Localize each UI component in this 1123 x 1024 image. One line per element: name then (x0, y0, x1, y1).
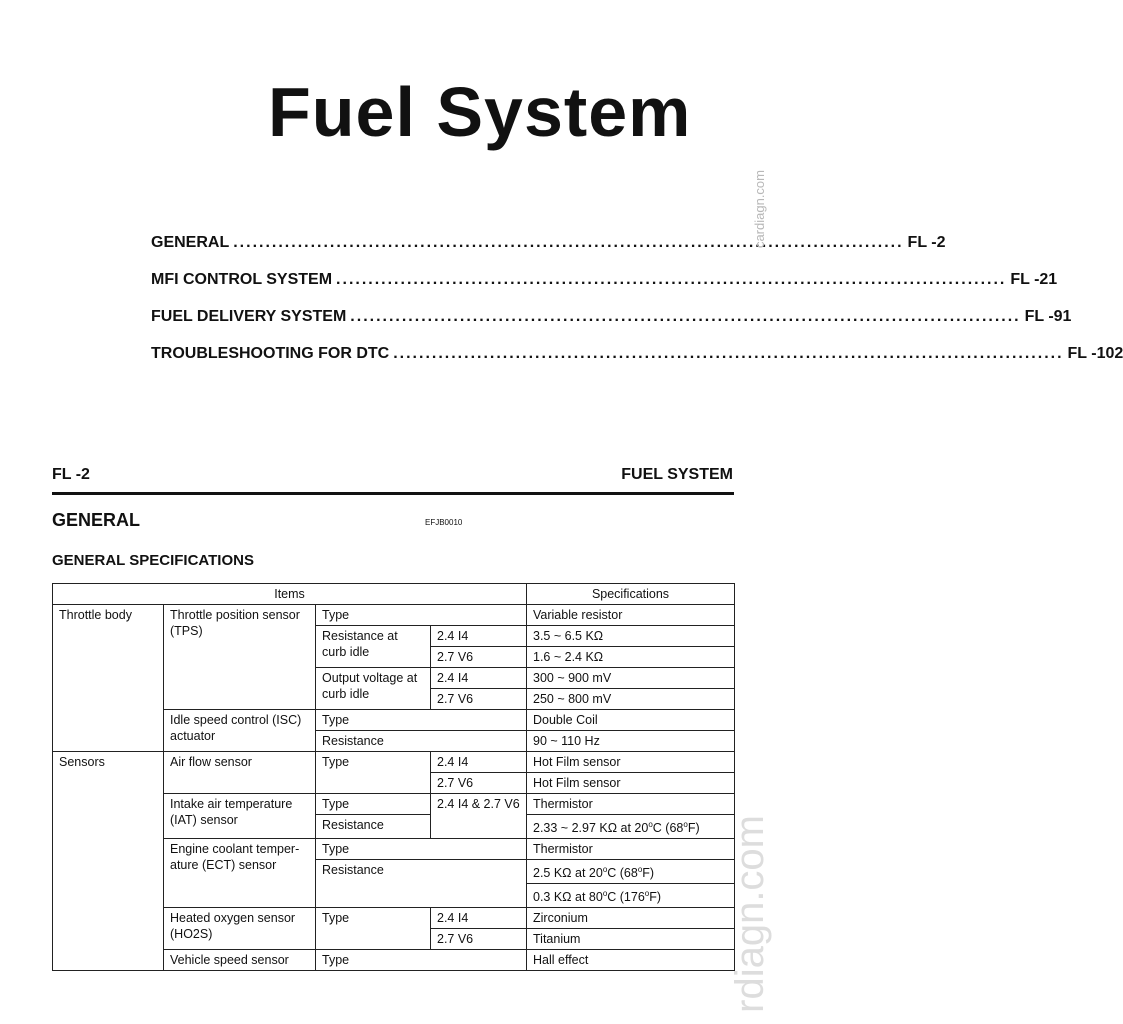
degree-mark: o (644, 889, 650, 899)
group-throttle-body: Throttle body (53, 605, 164, 752)
engine: 2.4 I4 (431, 908, 527, 929)
param-type: Type (316, 839, 527, 860)
toc-leader-dots: ........................................................................................................ (350, 308, 1021, 325)
section-title: GENERAL (52, 510, 141, 530)
spec-text: C (176 (607, 890, 645, 905)
toc-label: FUEL DELIVERY SYSTEM (151, 308, 347, 325)
degree-mark: o (602, 889, 608, 899)
param-type: Type (316, 908, 431, 950)
param-resistance-curb-idle: Resistance at curb idle (316, 626, 431, 668)
spec-text: 2.5 KΩ at 20 (533, 866, 603, 881)
engine: 2.4 I4 (431, 626, 527, 647)
spec-text: 0.3 KΩ at 80 (533, 890, 603, 905)
table-row (53, 605, 735, 626)
item-isc: Idle speed control (ISC) actuator (164, 710, 316, 752)
engine: 2.7 V6 (431, 689, 527, 710)
param-type: Type (316, 752, 431, 794)
spec-value (527, 884, 735, 908)
toc-page: FL -21 (1010, 271, 1058, 288)
param-output-voltage: Output voltage at curb idle (316, 668, 431, 710)
spec-value: 3.5 ~ 6.5 KΩ (527, 626, 735, 647)
spec-value: 90 ~ 110 Hz (527, 731, 735, 752)
header-divider (52, 492, 734, 495)
spec-value: Hall effect (527, 950, 735, 971)
group-sensors: Sensors (53, 752, 164, 971)
spec-value (527, 815, 735, 839)
spec-text: F) (649, 890, 662, 905)
table-row (53, 752, 735, 773)
param-resistance: Resistance (316, 731, 527, 752)
degree-mark: o (602, 865, 608, 875)
engine: 2.4 I4 (431, 752, 527, 773)
toc-page: FL -102 (1067, 345, 1123, 362)
item-vehicle-speed-sensor: Vehicle speed sensor (164, 950, 316, 971)
param-resistance: Resistance (316, 815, 431, 839)
toc-entry-fuel-delivery-system[interactable] (151, 308, 1072, 345)
item-ho2s: Heated oxygen sensor (HO2S) (164, 908, 316, 950)
toc-entry-troubleshooting[interactable] (151, 345, 1123, 382)
spec-text: 2.33 ~ 2.97 KΩ at 20 (533, 821, 649, 836)
toc-leader-dots: ........................................................................................................ (336, 271, 1007, 288)
spec-value: Double Coil (527, 710, 735, 731)
spec-value: Thermistor (527, 839, 735, 860)
engine: 2.4 I4 (431, 668, 527, 689)
page-number: FL -2 (52, 466, 90, 483)
chapter-title: Fuel System (268, 73, 692, 151)
toc-label: MFI CONTROL SYSTEM (151, 271, 333, 288)
engine: 2.7 V6 (431, 929, 527, 950)
header-items: Items (53, 584, 527, 605)
subsection-title: GENERAL SPECIFICATIONS (52, 552, 254, 569)
degree-mark: o (683, 820, 688, 829)
spec-text: F) (687, 821, 700, 836)
spec-text: C (68 (607, 866, 638, 881)
toc-label: TROUBLESHOOTING FOR DTC (151, 345, 390, 362)
spec-text: F) (642, 866, 655, 881)
watermark-small: cardiagn.com (752, 170, 767, 249)
engine: 2.7 V6 (431, 647, 527, 668)
item-ect-sensor: Engine coolant temper-ature (ECT) sensor (164, 839, 316, 908)
degree-mark: o (637, 865, 643, 875)
section-code: EFJB0010 (425, 518, 463, 527)
spec-value: Variable resistor (527, 605, 735, 626)
param-type: Type (316, 710, 527, 731)
engine: 2.4 I4 & 2.7 V6 (431, 794, 527, 839)
toc-leader-dots: ........................................................................................................ (233, 234, 904, 251)
toc-entry-general[interactable] (151, 234, 946, 271)
toc-leader-dots: ........................................................................................................ (393, 345, 1064, 362)
spec-value: Zirconium (527, 908, 735, 929)
header-specifications: Specifications (527, 584, 735, 605)
degree-mark: o (648, 820, 653, 829)
spec-text: C (68 (652, 821, 684, 836)
spec-value: Hot Film sensor (527, 773, 735, 794)
table-of-contents (151, 234, 1123, 382)
general-specifications-table (52, 583, 735, 971)
toc-page: FL -2 (907, 234, 946, 251)
spec-value: 1.6 ~ 2.4 KΩ (527, 647, 735, 668)
running-header: FUEL SYSTEM (621, 466, 733, 483)
param-resistance: Resistance (316, 860, 527, 908)
param-type: Type (316, 794, 431, 815)
spec-value: Thermistor (527, 794, 735, 815)
watermark-large: rdiagn.com (728, 815, 772, 1013)
item-iat-sensor: Intake air temperature (IAT) sensor (164, 794, 316, 839)
table-header-row (53, 584, 735, 605)
spec-value: 300 ~ 900 mV (527, 668, 735, 689)
item-air-flow-sensor: Air flow sensor (164, 752, 316, 794)
spec-value: Titanium (527, 929, 735, 950)
spec-value: 250 ~ 800 mV (527, 689, 735, 710)
item-tps: Throttle position sensor (TPS) (164, 605, 316, 710)
engine: 2.7 V6 (431, 773, 527, 794)
toc-entry-mfi-control-system[interactable] (151, 271, 1058, 308)
param-type: Type (316, 605, 527, 626)
param-type: Type (316, 950, 527, 971)
spec-value: Hot Film sensor (527, 752, 735, 773)
spec-value (527, 860, 735, 884)
toc-page: FL -91 (1024, 308, 1072, 325)
toc-label: GENERAL (151, 234, 230, 251)
